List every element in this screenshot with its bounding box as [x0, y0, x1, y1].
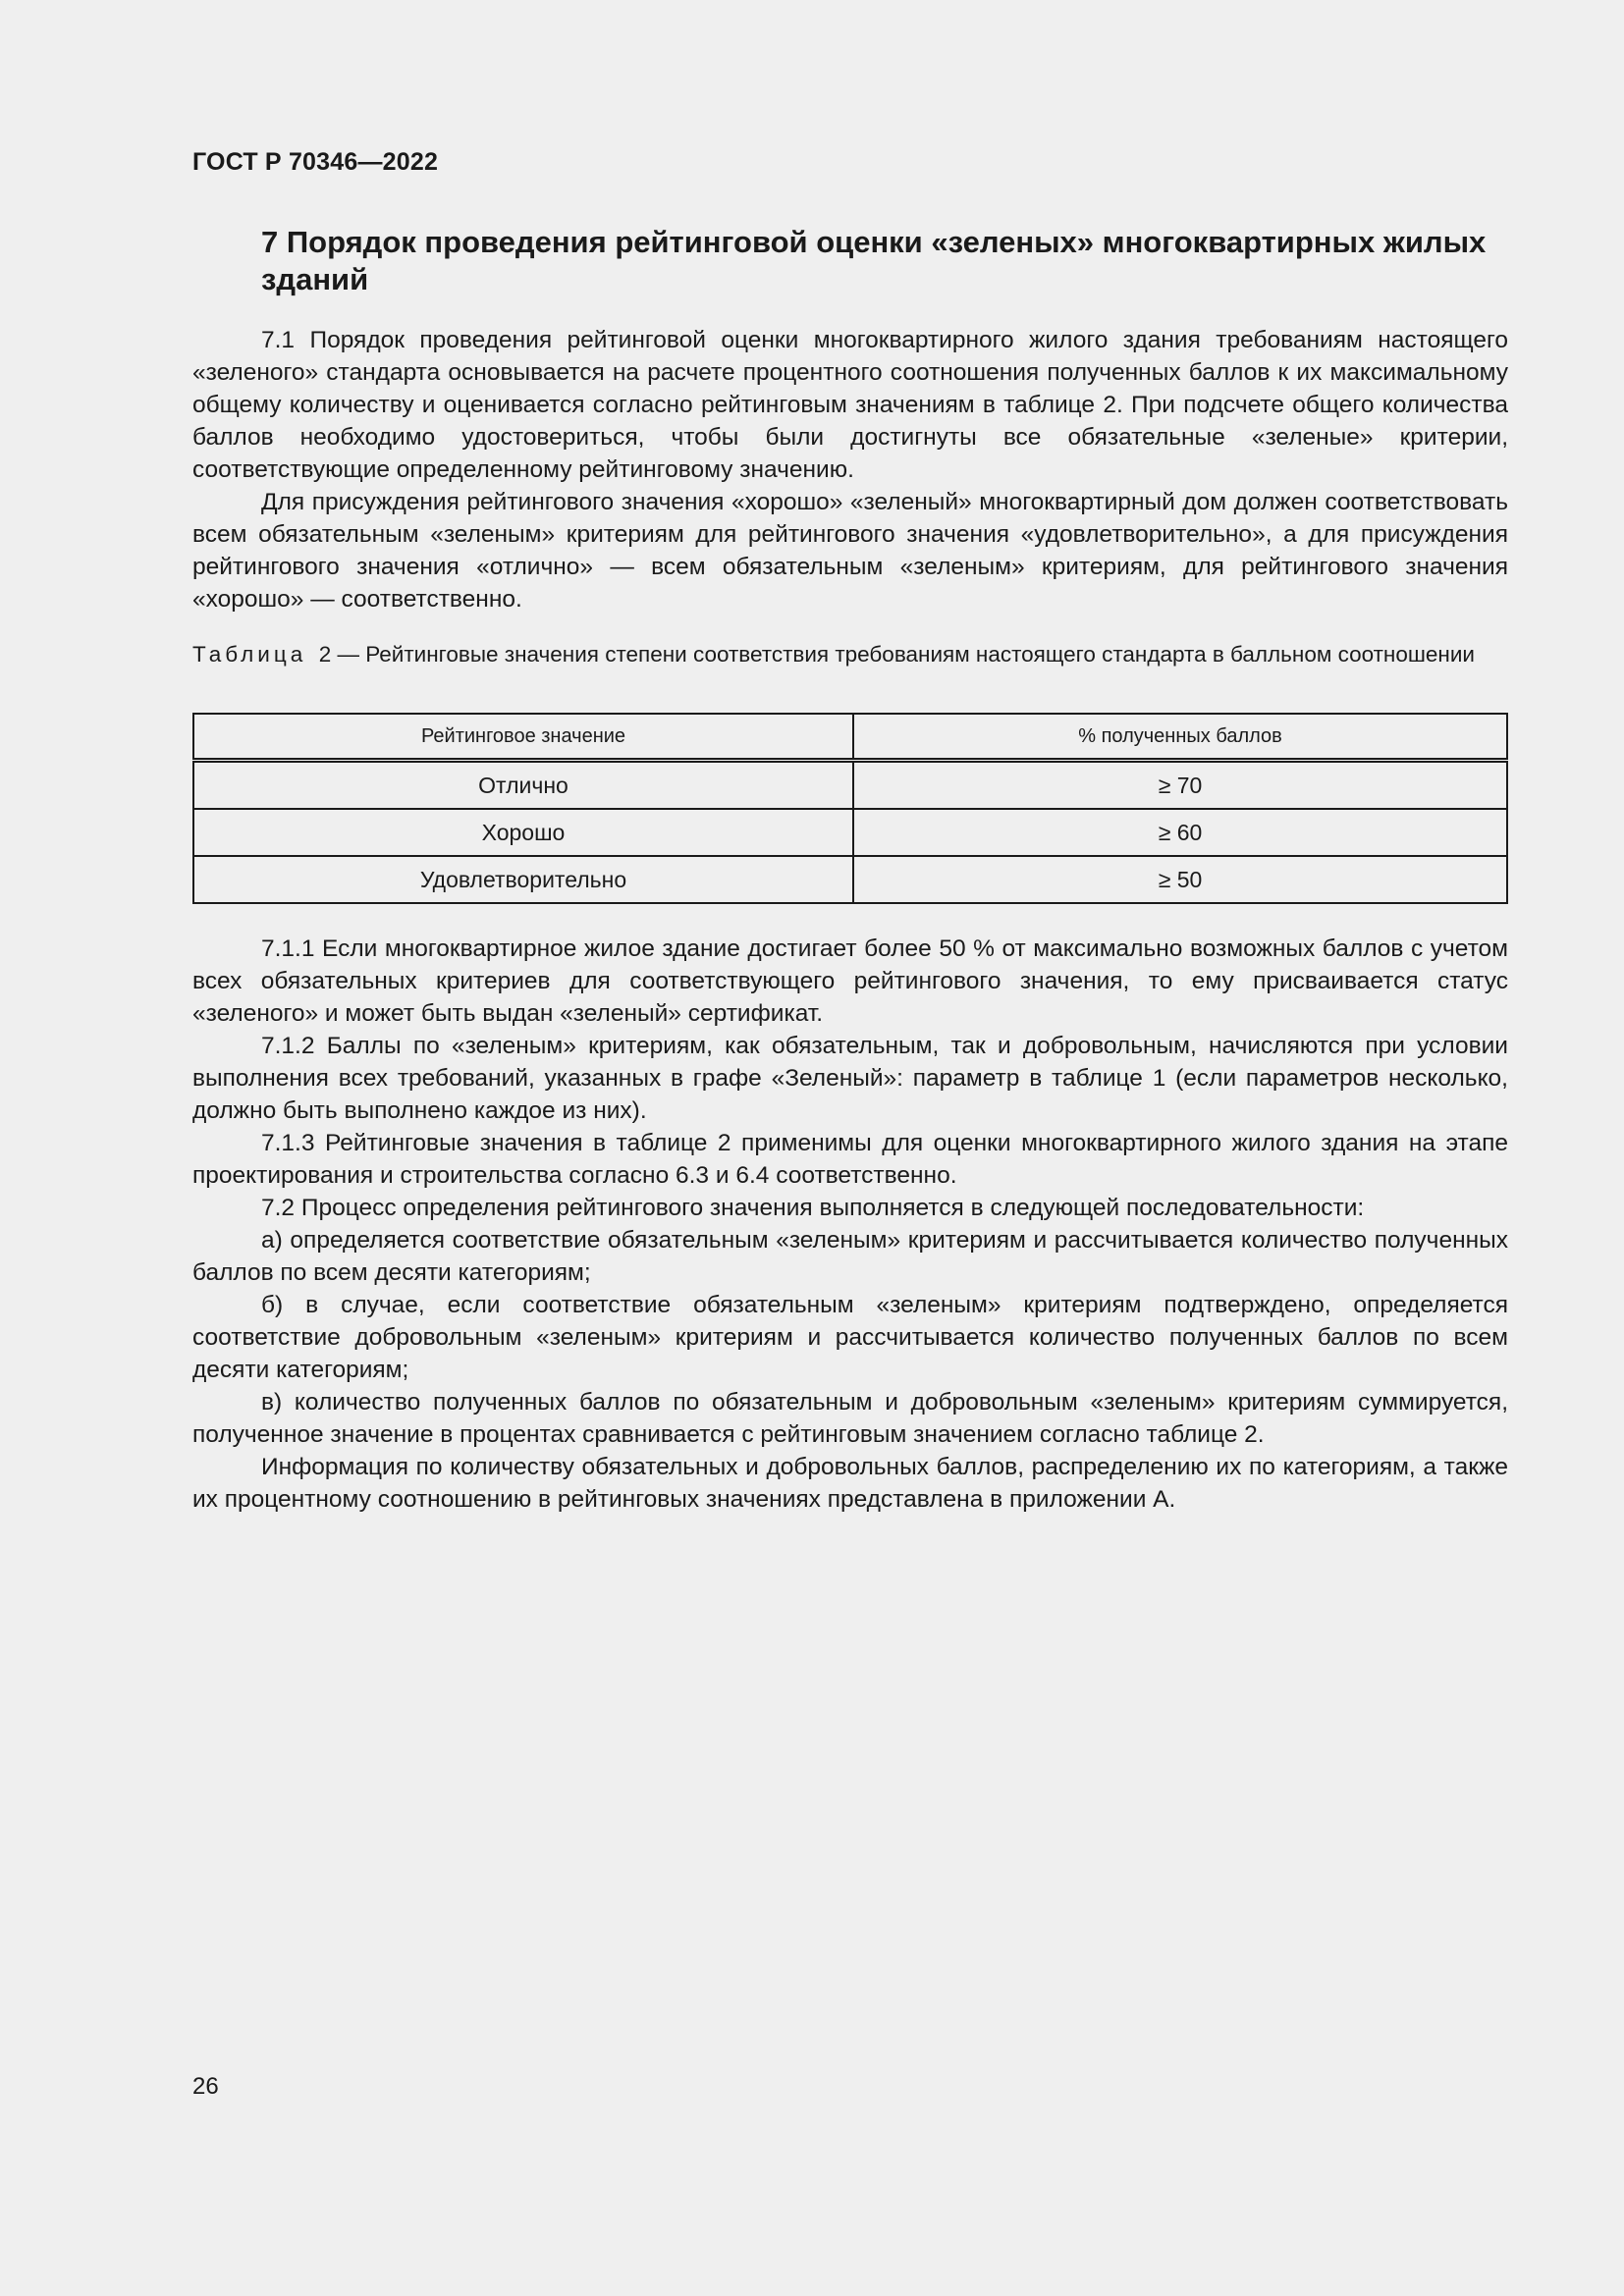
paragraph-7-1-3: 7.1.3 Рейтинговые значения в таблице 2 применимы для оценки многоквартирного жилого здания на этапе проектирования и строительства согласно 6.3 и 6.4 соответственно. [192, 1130, 1508, 1189]
cell-percent: ≥ 50 [853, 856, 1507, 903]
page-number: 26 [192, 2073, 219, 2100]
paragraph-rating-conditions: Для присуждения рейтингового значения «хорошо» «зеленый» многоквартирный дом должен соответствовать всем обязательным «зеленым» критериям для рейтингового значения «удовлетворительно», а для присуждения рейтингового значения «отлично» — всем обязательным «зеленым» критериям, для рейтингового значения «хорошо» — соответственно. [192, 489, 1508, 613]
list-item-a: а) определяется соответствие обязательным «зеленым» критериям и рассчитывается количество полученных баллов по всем десяти категориям; [192, 1227, 1508, 1286]
table-row [193, 856, 1507, 903]
cell-rating: Хорошо [193, 809, 853, 856]
list-item-b: б) в случае, если соответствие обязательным «зеленым» критериям подтверждено, определяется соответствие добровольным «зеленым» критериям и рассчитывается количество полученных баллов по всем десяти категориям; [192, 1292, 1508, 1383]
paragraph-7-1-2: 7.1.2 Баллы по «зеленым» критериям, как обязательным, так и добровольным, начисляются при условии выполнения всех требований, указанных в графе «Зеленый»: параметр в таблице 1 (если параметров несколько, должно быть выполнено каждое из них). [192, 1033, 1508, 1124]
paragraph-7-1: 7.1 Порядок проведения рейтинговой оценки многоквартирного жилого здания требованиям настоящего «зеленого» стандарта основывается на расчете процентного соотношения полученных баллов к их максимальному общему количеству и оценивается согласно рейтинговым значениям в таблице 2. При подсчете общего количества баллов необходимо удостовериться, чтобы были достигнуты все обязательные «зеленые» критерии, соответствующие определенному рейтинговому значению. [192, 327, 1508, 483]
text-block-before-table [192, 324, 1508, 615]
cell-rating: Отлично [193, 761, 853, 810]
table-header-row [193, 714, 1507, 761]
paragraph-7-2: 7.2 Процесс определения рейтингового значения выполняется в следующей последовательности: [261, 1195, 1365, 1221]
table-row [193, 809, 1507, 856]
table-row [193, 761, 1507, 810]
list-item-v: в) количество полученных баллов по обязательным и добровольным «зеленым» критериям суммируется, полученное значение в процентах сравнивается с рейтинговым значением согласно таблице 2. [192, 1389, 1508, 1448]
header-rating-value: Рейтинговое значение [193, 714, 853, 761]
table-caption-label: Таблица [192, 642, 307, 667]
cell-percent: ≥ 60 [853, 809, 1507, 856]
table-caption-text: 2 — Рейтинговые значения степени соответствия требованиям настоящего стандарта в балльном соотношении [318, 642, 1475, 667]
cell-rating: Удовлетворительно [193, 856, 853, 903]
section-title: 7 Порядок проведения рейтинговой оценки «зеленых» многоквартирных жилых зданий [261, 225, 1487, 296]
table-caption [192, 640, 1508, 669]
paragraph-7-1-1: 7.1.1 Если многоквартирное жилое здание достигает более 50 % от максимально возможных баллов с учетом всех обязательных критериев для соответствующего рейтингового значения, то ему присваивается статус «зеленого» и может быть выдан «зеленый» сертификат. [192, 935, 1508, 1027]
document-code: ГОСТ Р 70346—2022 [192, 148, 439, 176]
cell-percent: ≥ 70 [853, 761, 1507, 810]
rating-table [192, 713, 1508, 904]
text-block-after-table [192, 933, 1508, 1516]
paragraph-appendix-info: Информация по количеству обязательных и добровольных баллов, распределению их по категориям, а также их процентному соотношению в рейтинговых значениях представлена в приложении А. [192, 1454, 1508, 1513]
header-points-percent: % полученных баллов [853, 714, 1507, 761]
